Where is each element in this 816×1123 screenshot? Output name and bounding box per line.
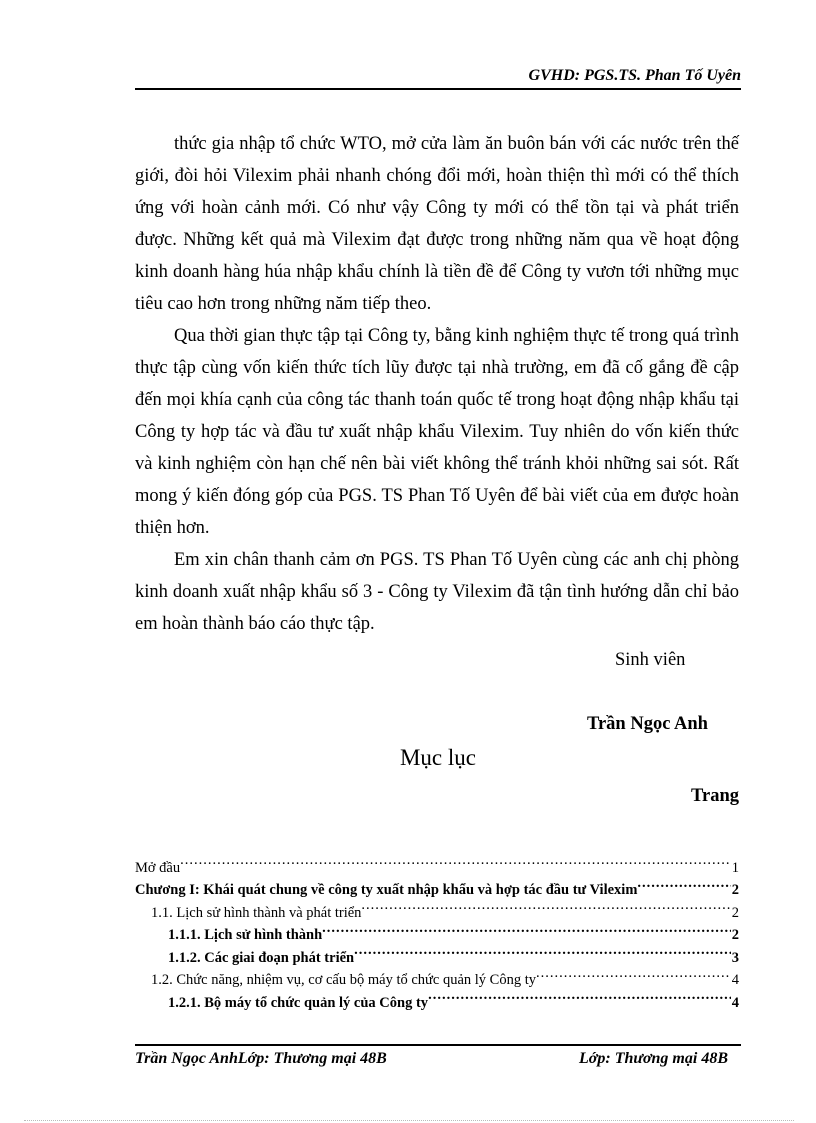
paragraph: thức gia nhập tổ chức WTO, mở cửa làm ăn buôn bán với các nước trên thế giới, đòi hỏi Vilexim phải nhanh chóng đổi mới, hoàn thiện thì mới có thể thích ứng với hoàn cảnh mới. Có như vậy Công ty mới có thể tồn tại và phát triển được. Những kết quả mà Vilexim đạt được trong những năm qua về hoạt động kinh doanh hàng húa nhập khẩu chính là tiền đề để Công ty vươn tới những mục tiêu cao hơn trong những năm tiếp theo. xyxy=(135,134,739,314)
toc-entry-label: 1.1.2. Các giai đoạn phát triển xyxy=(168,949,355,966)
paragraph: Em xin chân thanh cảm ơn PGS. TS Phan Tố Uyên cùng các anh chị phòng kinh doanh xuất nhập khẩu số 3 - Công ty Vilexim đã tận tình hướng dẫn chỉ bảo em hoàn thành báo cáo thực tập. xyxy=(135,550,739,634)
advisor-label: GVHD: PGS.TS. Phan Tố Uyên xyxy=(528,67,741,84)
toc-leader-dots xyxy=(428,984,731,1007)
signature-name: Trần Ngọc Anh xyxy=(587,714,708,734)
page-bottom-edge xyxy=(24,1120,794,1121)
toc-entry-label: Chương I: Khái quát chung về công ty xuất nhập khẩu và hợp tác đầu tư Vilexim xyxy=(135,882,638,898)
toc-page-column-label: Trang xyxy=(691,786,739,806)
toc-leader-dots xyxy=(637,872,730,895)
toc-leader-dots xyxy=(536,962,731,985)
toc-title: Mục lục xyxy=(399,745,476,770)
toc-leader-dots xyxy=(361,894,730,917)
toc-leader-dots xyxy=(322,917,731,940)
toc-entry-page: 1 xyxy=(731,859,739,876)
toc-entry-page: 2 xyxy=(731,904,739,921)
toc-leader-dots xyxy=(180,849,731,872)
toc-leader-dots xyxy=(354,939,731,962)
footer-author-class: Trần Ngọc AnhLớp: Thương mại 48B xyxy=(135,1050,387,1067)
toc-entry-label: Mở đầu xyxy=(135,859,181,876)
toc-entry-page: 2 xyxy=(731,882,739,898)
toc-entry-page: 3 xyxy=(731,949,739,966)
toc-entry[interactable] xyxy=(135,849,739,876)
body-text xyxy=(135,128,739,640)
toc-entry-page: 2 xyxy=(731,927,739,943)
footer-class: Lớp: Thương mại 48B xyxy=(579,1050,728,1067)
table-of-contents xyxy=(135,849,739,1011)
paragraph: Qua thời gian thực tập tại Công ty, bằng kinh nghiệm thực tế trong quá trình thực tập cùng vốn kiến thức tích lũy được tại nhà trường, em đã cố gắng đề cập đến mọi khía cạnh của công tác thanh toán quốc tế trong hoạt động nhập khẩu tại Công ty hợp tác và đầu tư xuất nhập khẩu Vilexim. Tuy nhiên do vốn kiến thức và kinh nghiệm còn hạn chế nên bài viết không thể tránh khỏi những sai sót. Rất mong ý kiến đóng góp của PGS. TS Phan Tố Uyên để bài viết của em được hoàn thiện hơn. xyxy=(135,326,739,538)
toc-entry-page: 4 xyxy=(731,994,739,1011)
page-header xyxy=(135,66,741,90)
toc-entry-label: 1.2. Chức năng, nhiệm vụ, cơ cấu bộ máy tổ chức quản lý Công ty xyxy=(151,972,537,988)
signature-role: Sinh viên xyxy=(615,650,686,670)
toc-entry-label: 1.1. Lịch sử hình thành và phát triển xyxy=(151,904,362,921)
toc-entry-label: 1.1.1. Lịch sử hình thành xyxy=(168,927,323,943)
toc-entry[interactable] xyxy=(135,872,739,898)
toc-entry-page: 4 xyxy=(731,972,739,988)
page-footer xyxy=(135,1044,741,1073)
toc-entry-label: 1.2.1. Bộ máy tổ chức quản lý của Công ty xyxy=(168,994,429,1011)
